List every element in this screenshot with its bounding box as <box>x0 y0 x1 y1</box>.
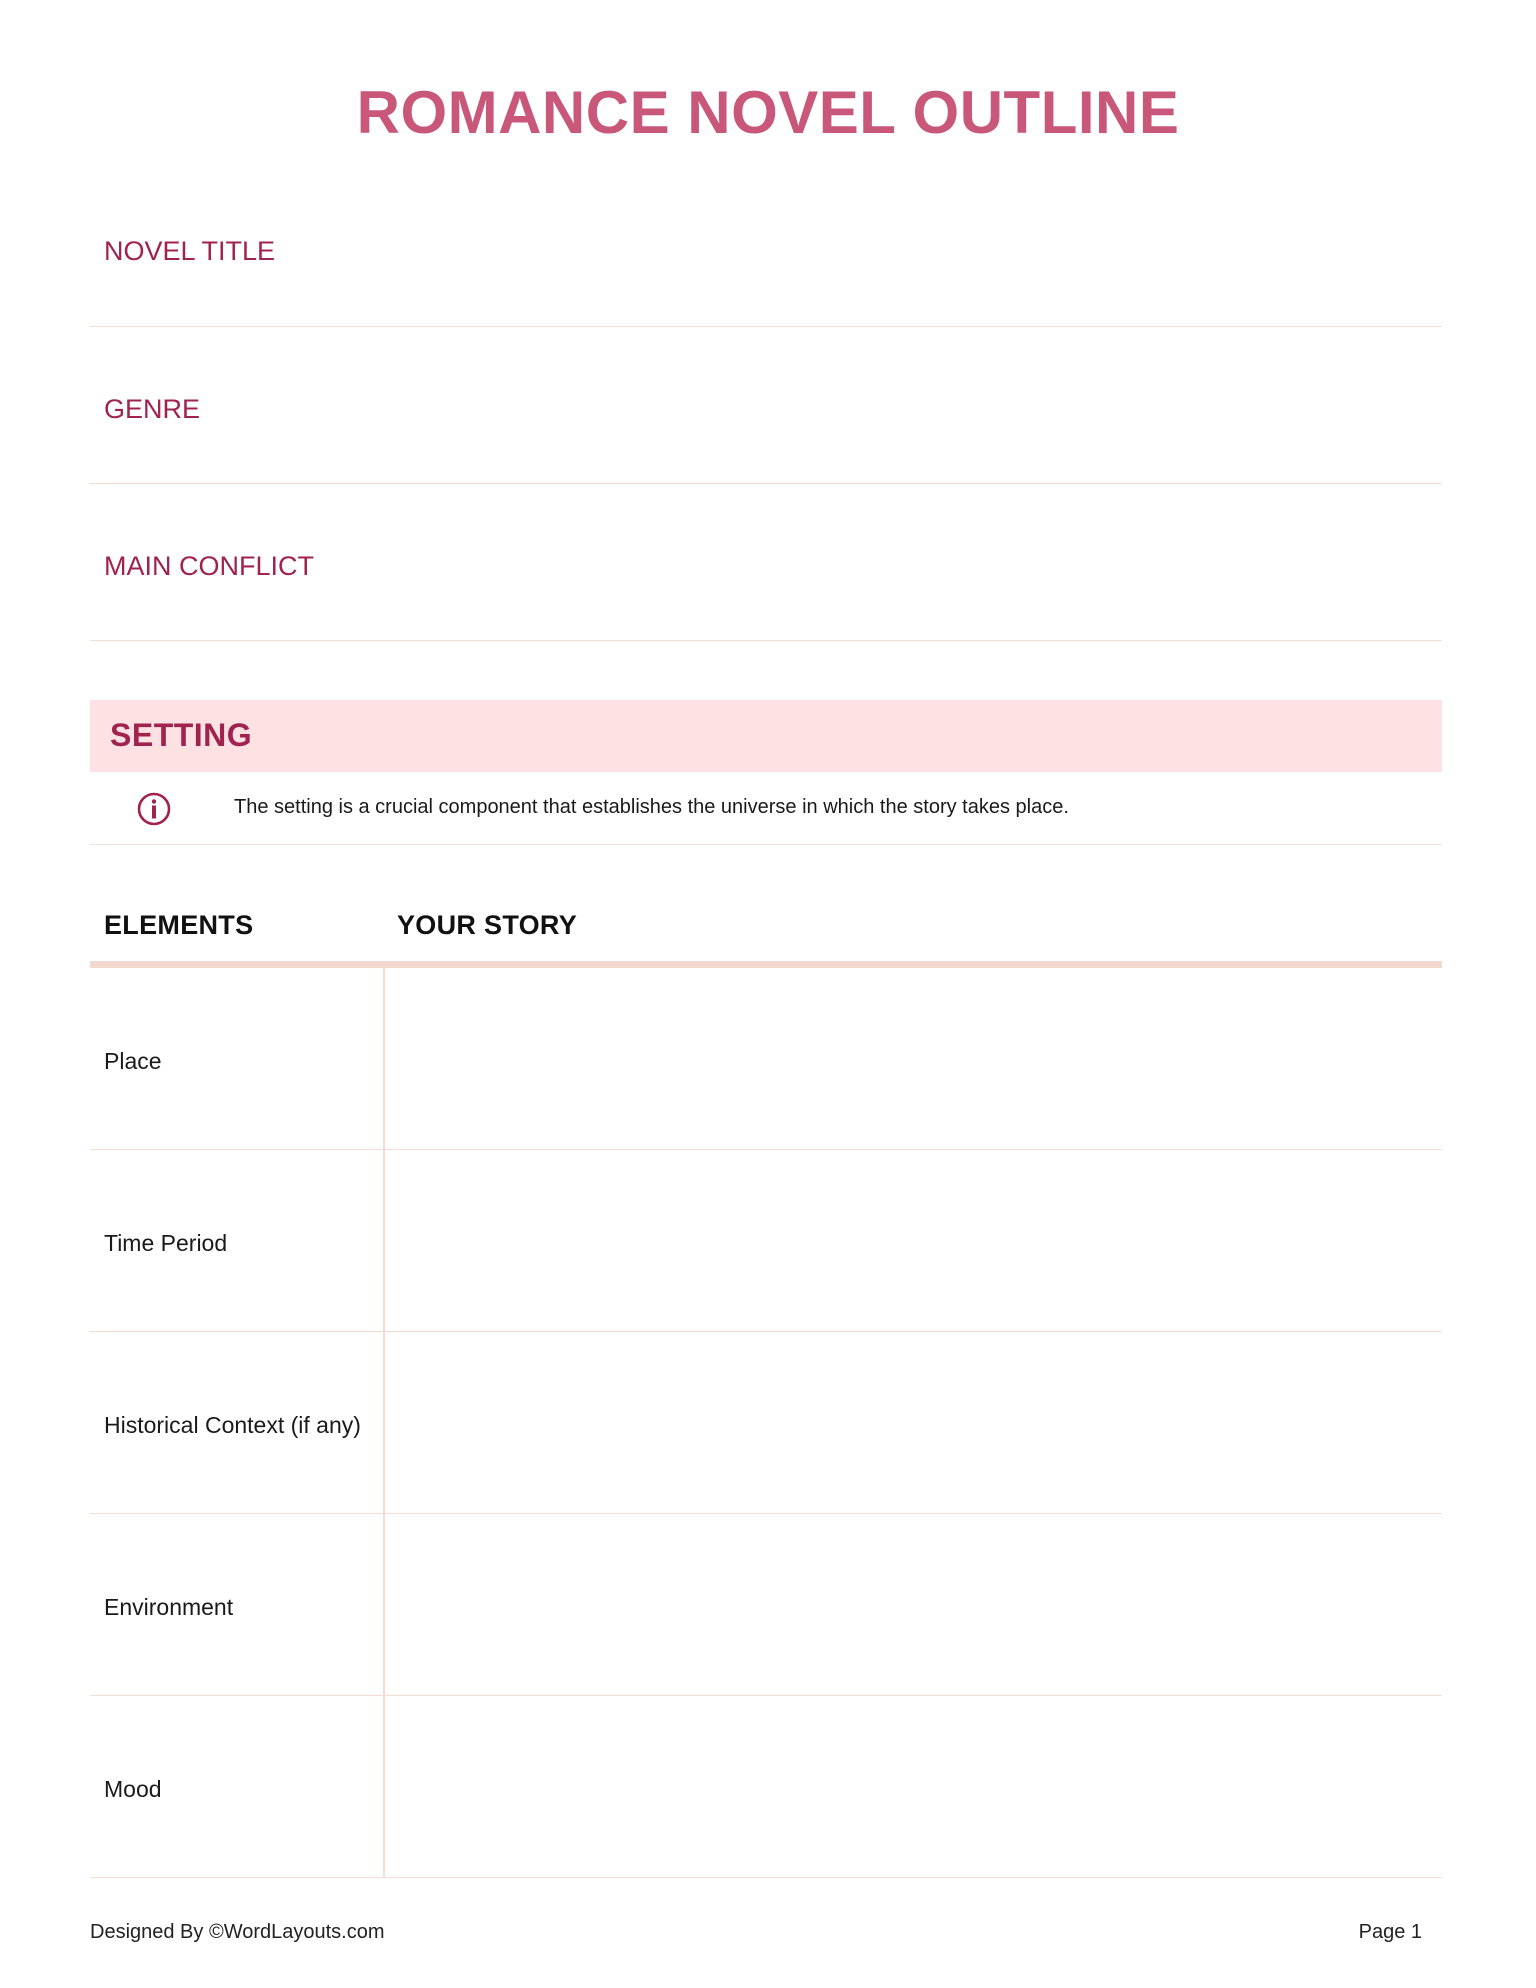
column-header-elements: ELEMENTS <box>104 910 254 940</box>
table-header <box>90 880 1442 968</box>
field-novel-title[interactable] <box>90 200 1442 327</box>
field-label-novel-title: NOVEL TITLE <box>104 236 276 266</box>
info-text: The setting is a crucial component that establishes the universe in which the story takes place. <box>234 796 1069 818</box>
info-circle-icon <box>137 792 171 826</box>
field-label-genre: GENRE <box>104 394 201 424</box>
element-label: Historical Context (if any) <box>104 1412 361 1438</box>
section-header-setting <box>90 700 1442 772</box>
page-number: Page 1 <box>1358 1921 1422 1943</box>
field-main-conflict[interactable] <box>90 484 1442 641</box>
element-label: Mood <box>104 1776 162 1802</box>
story-cell[interactable] <box>385 968 1442 1148</box>
table-row <box>90 1696 1442 1878</box>
field-label-main-conflict: MAIN CONFLICT <box>104 551 315 581</box>
footer-credit: Designed By ©WordLayouts.com <box>90 1921 385 1943</box>
story-cell[interactable] <box>385 1514 1442 1694</box>
setting-table <box>90 968 1442 1877</box>
element-label: Environment <box>104 1594 234 1620</box>
story-cell[interactable] <box>385 1332 1442 1512</box>
story-cell[interactable] <box>385 1150 1442 1330</box>
column-header-your-story: YOUR STORY <box>397 910 578 940</box>
table-row <box>90 968 1442 1150</box>
table-row <box>90 1514 1442 1696</box>
table-row <box>90 1332 1442 1514</box>
document-title: ROMANCE NOVEL OUTLINE <box>356 79 1180 146</box>
story-cell[interactable] <box>385 1696 1442 1876</box>
field-genre[interactable] <box>90 327 1442 484</box>
section-title: SETTING <box>110 717 253 753</box>
table-row <box>90 1150 1442 1332</box>
element-label: Time Period <box>104 1230 228 1256</box>
element-label: Place <box>104 1048 162 1074</box>
info-note <box>90 772 1442 845</box>
